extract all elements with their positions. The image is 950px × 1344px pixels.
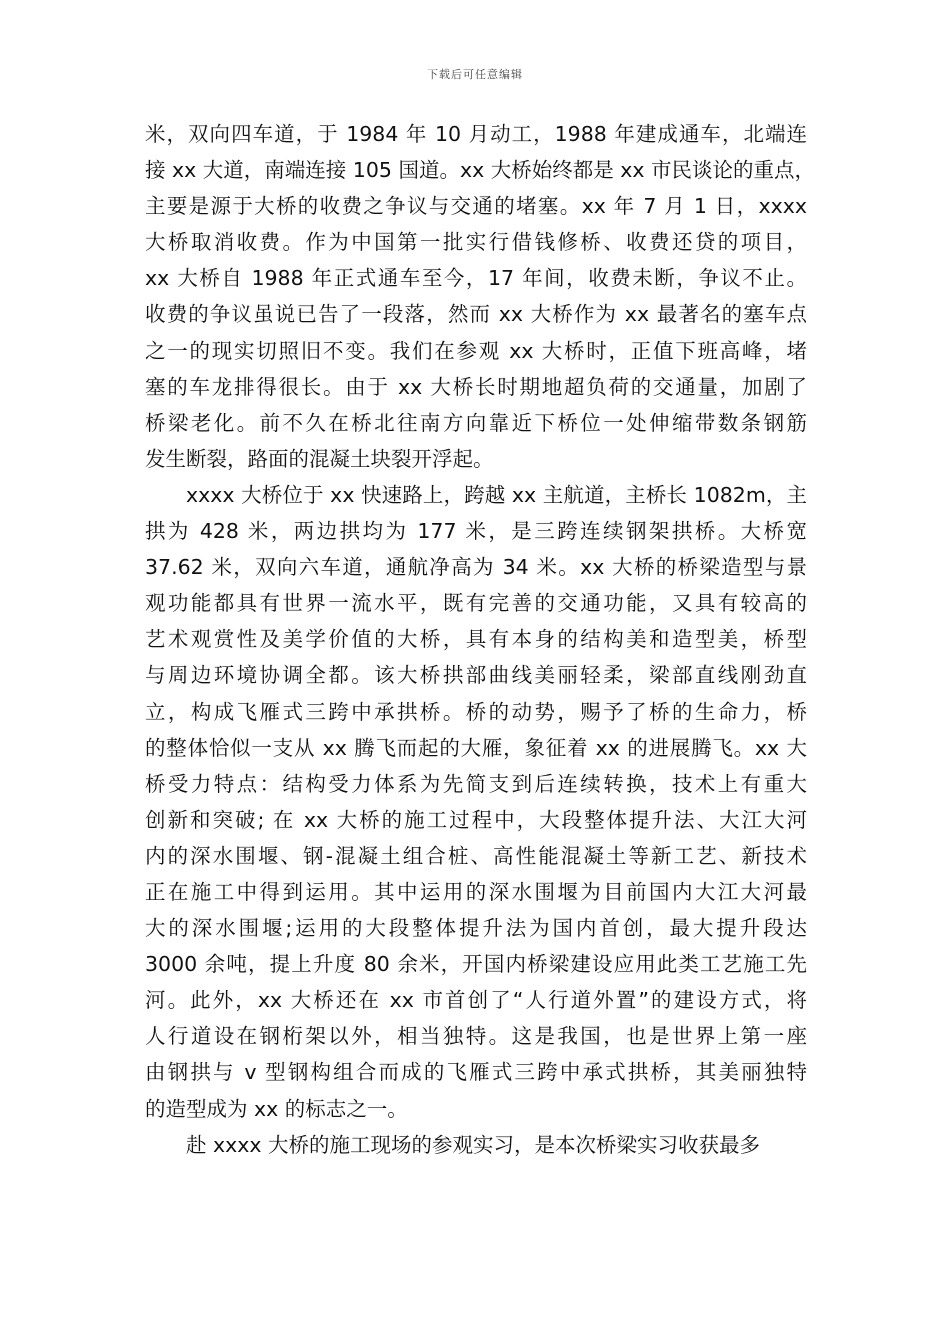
paragraph-line: 桥受力特点：结构受力体系为先简支到后连续转换，技术上有重大 (145, 771, 807, 796)
paragraph-line: 收费的争议虽说已告了一段落，然而 xx 大桥作为 xx 最著名的塞车点 (145, 302, 807, 327)
paragraph-line: 的造型成为 xx 的标志之一。 (145, 1096, 408, 1121)
paragraph-line: 的整体恰似一支从 xx 腾飞而起的大雁，象征着 xx 的进展腾飞。xx 大 (145, 735, 807, 760)
paragraph-line: 大桥取消收费。作为中国第一批实行借钱修桥、收费还贷的项目， (145, 230, 807, 255)
paragraph-line: 创新和突破; 在 xx 大桥的施工过程中，大段整体提升法、大江大河 (145, 807, 807, 832)
paragraph-line: 大的深水围堰;运用的大段整体提升法为国内首创，最大提升段达 (145, 916, 807, 941)
paragraph-line: xx 大桥自 1988 年正式通车至今，17 年间，收费未断，争议不止。 (145, 266, 807, 291)
paragraph-line: 河。此外，xx 大桥还在 xx 市首创了“人行道外置”的建设方式，将 (145, 988, 807, 1013)
paragraph-line: 由钢拱与 v 型钢构组合而成的飞雁式三跨中承式拱桥，其美丽独特 (145, 1060, 807, 1085)
paragraph-line: 发生断裂，路面的混凝土块裂开浮起。 (145, 446, 494, 471)
paragraph-line: 内的深水围堰、钢-混凝土组合桩、高性能混凝土等新工艺、新技术 (145, 843, 807, 868)
paragraph-line: 之一的现实切照旧不变。我们在参观 xx 大桥时，正值下班高峰，堵 (145, 338, 807, 363)
paragraph-line: 人行道设在钢桁架以外，相当独特。这是我国，也是世界上第一座 (145, 1024, 807, 1049)
paragraph-line: 观功能都具有世界一流水平，既有完善的交通功能，又具有较高的 (145, 591, 807, 616)
paragraph (145, 1127, 807, 1163)
paragraph-line: 接 xx 大道，南端连接 105 国道。xx 大桥始终都是 xx 市民谈论的重点， (145, 158, 816, 183)
paragraph-line: 3000 余吨，提上升度 80 余米，开国内桥梁建设应用此类工艺施工先 (145, 952, 807, 977)
paragraph-line: 艺术观赏性及美学价值的大桥，具有本身的结构美和造型美，桥型 (145, 627, 807, 652)
paragraph-line: 拱为 428 米，两边拱均为 177 米，是三跨连续钢架拱桥。大桥宽 (145, 519, 807, 544)
paragraph-line: 正在施工中得到运用。其中运用的深水围堰为目前国内大江大河最 (145, 879, 807, 904)
paragraph-line: 立，构成飞雁式三跨中承拱桥。桥的动势，赐予了桥的生命力，桥 (145, 699, 807, 724)
page-header-note: 下载后可任意编辑 (427, 68, 523, 81)
paragraph-line: 主要是源于大桥的收费之争议与交通的堵塞。xx 年 7 月 1 日，xxxx (145, 194, 807, 219)
paragraph (145, 477, 807, 1127)
paragraph-line: 塞的车龙排得很长。由于 xx 大桥长时期地超负荷的交通量，加剧了 (145, 374, 807, 399)
paragraph-line: 赴 xxxx 大桥的施工现场的参观实习，是本次桥梁实习收获最多 (186, 1132, 761, 1157)
paragraph (145, 116, 816, 477)
paragraph-line: 与周边环境协调全都。该大桥拱部曲线美丽轻柔，梁部直线刚劲直 (145, 663, 807, 688)
document-body (145, 116, 816, 1163)
paragraph-line: 37.62 米，双向六车道，通航净高为 34 米。xx 大桥的桥梁造型与景 (145, 555, 807, 580)
paragraph-line: xxxx 大桥位于 xx 快速路上，跨越 xx 主航道，主桥长 1082m，主 (186, 482, 807, 507)
paragraph-line: 桥梁老化。前不久在桥北往南方向靠近下桥位一处伸缩带数条钢筋 (145, 410, 807, 435)
paragraph-line: 米，双向四车道，于 1984 年 10 月动工，1988 年建成通车，北端连 (145, 122, 807, 146)
